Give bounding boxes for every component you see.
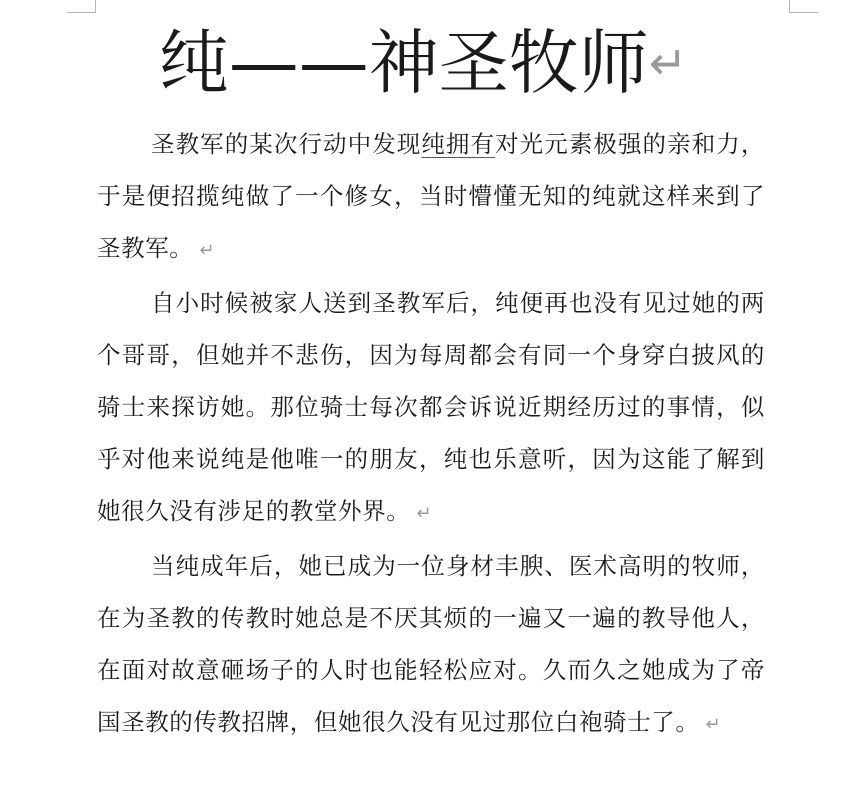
title-text: 纯——神圣牧师: [158, 22, 649, 104]
paragraph-mark-icon: ↵: [705, 714, 722, 735]
paragraph-1[interactable]: [97, 118, 765, 277]
paragraph-3[interactable]: [97, 540, 765, 751]
paragraph-1-text-b: 对光元素极强的亲和力，于是便招揽纯做了一个修女，当时懵懂无知的纯就这样来到了圣教军。: [97, 130, 765, 262]
document-body[interactable]: [97, 118, 765, 751]
paragraph-mark-icon: ↵: [648, 36, 688, 90]
paragraph-mark-icon: ↵: [199, 240, 216, 261]
paragraph-2-text: 自小时候被家人送到圣教军后，纯便再也没有见过她的两个哥哥，但她并不悲伤，因为每周都会有同一个身穿白披风的骑士来探访她。那位骑士每次都会诉说近期经历过的事情，似乎对他来说纯是他唯一的朋友，纯也乐意听，因为这能了解到她很久没有涉足的教堂外界。: [97, 289, 765, 525]
crop-mark-top-left: [67, 0, 96, 13]
paragraph-1-text-a: 圣教军的某次行动中发现: [151, 130, 422, 158]
underlined-text: 纯拥有: [421, 130, 496, 158]
paragraph-3-text: 当纯成年后，她已成为一位身材丰腴、医术高明的牧师，在为圣教的传教时她总是不厌其烦的一遍又一遍的教导他人，在面对故意砸场子的人时也能轻松应对。久而久之她成为了帝国圣教的传教招牌，但她很久没有见过那位白袍骑士了。: [97, 552, 765, 736]
paragraph-2[interactable]: [97, 277, 765, 540]
document-title[interactable]: [0, 22, 846, 104]
paragraph-mark-icon: ↵: [416, 503, 432, 524]
crop-mark-top-right: [789, 0, 818, 13]
